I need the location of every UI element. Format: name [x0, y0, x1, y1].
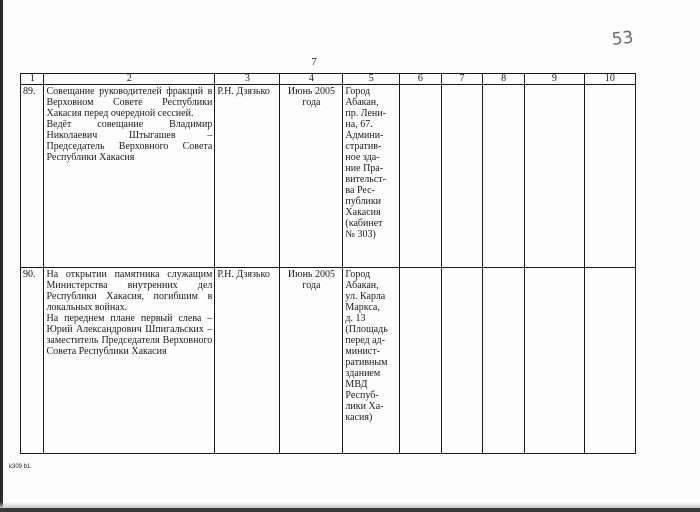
column-header: 4 — [280, 74, 343, 85]
column-header: 7 — [441, 74, 483, 85]
record-place: Город Абакан, пр. Лени- на, 67. Админи- стратив- ное зда- ние Пра- вительст- ва Рес- публики Хакасия (кабинет № 303) — [343, 85, 400, 268]
empty-cell — [441, 268, 483, 454]
table-row — [21, 268, 636, 454]
table-header-row — [21, 74, 636, 85]
column-header: 1 — [21, 74, 44, 85]
record-place: Город Абакан, ул. Карла Маркса, д. 13 (Площадь перед ад- минист- ративным зданием МВД Респуб- лики Ха- касия) — [343, 268, 400, 454]
column-header: 8 — [483, 74, 525, 85]
record-number: 90. — [21, 268, 44, 454]
empty-cell — [400, 268, 442, 454]
record-description — [44, 268, 215, 454]
empty-cell — [441, 85, 483, 268]
empty-cell — [483, 85, 525, 268]
handwritten-sheet-number: 53 — [610, 27, 635, 50]
empty-cell — [483, 268, 525, 454]
column-header: 3 — [215, 74, 280, 85]
record-description — [44, 85, 215, 268]
catalog-table — [20, 73, 636, 454]
record-author: Р.Н. Дзязько — [215, 268, 280, 454]
record-author: Р.Н. Дзязько — [215, 85, 280, 268]
catalog-table-wrap — [20, 73, 636, 457]
record-date: Июнь 2005 года — [280, 85, 343, 268]
column-header: 10 — [584, 74, 635, 85]
empty-cell — [524, 268, 584, 454]
empty-cell — [584, 268, 635, 454]
page-number: 7 — [311, 56, 317, 68]
column-header: 2 — [44, 74, 215, 85]
record-date: Июнь 2005 года — [280, 268, 343, 454]
description-paragraph: На переднем плане первый слева – Юрий Александрович Шпигальских – заместитель Председателя Верховного Совета Республики Хакасия — [46, 313, 213, 357]
column-header: 6 — [400, 74, 442, 85]
description-paragraph: Ведёт совещание Владимир Николаевич Штыгашев – Председатель Верховного Совета Республики Хакасия — [46, 119, 213, 163]
empty-cell — [584, 85, 635, 268]
column-header: 5 — [343, 74, 400, 85]
scan-left-edge — [0, 0, 3, 512]
empty-cell — [400, 85, 442, 268]
description-paragraph: На открытии памятника служащим Министерства внутренних дел Республики Хакасия, погибшим в локальных войнах. — [46, 269, 213, 313]
column-header: 9 — [524, 74, 584, 85]
scan-bottom-edge — [0, 508, 700, 512]
record-number: 89. — [21, 85, 44, 268]
table-row — [21, 85, 636, 268]
footer-code: k309 b1 — [9, 464, 31, 470]
empty-cell — [524, 85, 584, 268]
description-paragraph: Совещание руководителей фракций в Верховном Совете Республики Хакасия перед очередной сессией. — [46, 86, 213, 119]
